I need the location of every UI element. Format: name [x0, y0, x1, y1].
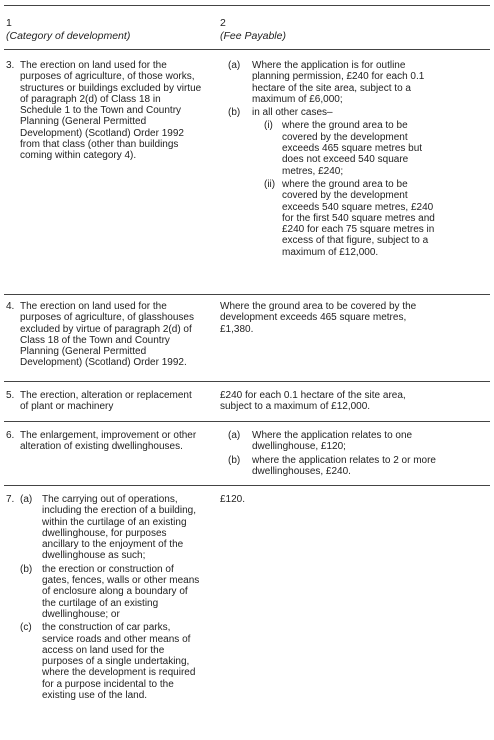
column-1-title: (Category of development) — [6, 30, 131, 42]
category-text: The erection on land used for the purposes of agriculture, of glasshouses excluded by virtue of paragraph 2(d) of Class 18 of the Town and Country Planning (General Permitted Development) (Scotland) Order 1992. — [20, 301, 194, 369]
fee-cell: £240 for each 0.1 hectare of the site area, subject to a maximum of £12,000. — [220, 390, 406, 413]
top-rule — [4, 5, 490, 6]
fee-item-a — [228, 430, 436, 453]
item-label: (a) — [228, 430, 241, 441]
column-1-number: 1 — [6, 17, 12, 29]
row-rule — [4, 294, 490, 295]
category-cell — [6, 60, 202, 162]
row-number: 7. — [6, 494, 15, 505]
row-rule — [4, 485, 490, 486]
fee-item-b — [228, 107, 436, 118]
item-text: The carrying out of operations, including the erection of a building, within the curtilage of an existing dwellinghouse, for purposes ancillary to the enjoyment of the dwellinghouse as such; — [42, 494, 196, 562]
header-rule — [4, 49, 490, 50]
category-text: The erection, alteration or replacement of plant or machinery — [20, 390, 192, 413]
column-2-header — [220, 17, 286, 43]
column-2-number: 2 — [220, 17, 226, 29]
category-text: The enlargement, improvement or other alteration of existing dwellinghouses. — [20, 430, 197, 453]
item-text: the construction of car parks, service roads and other means of access on land used for the purposes of a single undertaking, where the development is required for a purpose incidental to the existing use of the land. — [42, 622, 196, 702]
item-text: where the ground area to be covered by the development exceeds 465 square metres but does not exceed 540 square metres, £240; — [282, 120, 423, 177]
item-text: where the ground area to be covered by the development exceeds 540 square metres, £240 for the first 540 square metres and £240 for each 75 square metres in excess of that figure, subject to a maximum of £12,000. — [282, 178, 435, 258]
category-cell — [6, 301, 202, 369]
category-item-b — [20, 564, 202, 620]
item-label: (ii) — [264, 178, 276, 190]
item-text: the erection or construction of gates, fences, walls or other means of enclosure along a boundary of the curtilage of an existing dwellinghouse; or — [42, 563, 200, 620]
fee-item-i — [258, 120, 436, 176]
item-label: (b) — [228, 107, 241, 119]
fee-cell: £120. — [220, 494, 246, 505]
row-rule — [4, 421, 490, 422]
row-number: 5. — [6, 390, 15, 401]
row-number: 4. — [6, 301, 15, 312]
row-number: 6. — [6, 430, 15, 441]
column-2-title: (Fee Payable) — [220, 30, 286, 42]
item-text: where the application relates to 2 or more dwellinghouses, £240. — [252, 454, 436, 477]
item-text: Where the application is for outline planning permission, £240 for each 0.1 hectare of the site area, subject to a maximum of £6,000; — [252, 60, 425, 105]
category-cell — [6, 494, 202, 703]
category-item-c — [20, 622, 202, 701]
item-text: Where the application relates to one dwellinghouse, £120; — [252, 430, 413, 453]
item-text: in all other cases– — [252, 107, 333, 119]
fee-item-b — [228, 455, 436, 478]
category-cell — [6, 390, 202, 413]
row-rule — [4, 381, 490, 382]
item-label: (i) — [264, 120, 273, 132]
column-1-header — [6, 17, 130, 43]
item-label: (a) — [20, 494, 33, 505]
item-label: (a) — [228, 60, 241, 71]
item-label: (c) — [20, 622, 32, 634]
row-number: 3. — [6, 60, 15, 71]
item-label: (b) — [20, 563, 33, 575]
item-label: (b) — [228, 454, 241, 466]
fee-cell: Where the ground area to be covered by the development exceeds 465 square metres, £1,380. — [220, 301, 417, 335]
category-item-a — [20, 494, 202, 562]
fee-cell — [220, 60, 436, 260]
fee-cell — [220, 430, 436, 479]
category-cell — [6, 430, 202, 453]
fee-item-a — [228, 60, 436, 105]
fee-item-ii — [258, 179, 436, 258]
category-text: The erection on land used for the purposes of agriculture, of those works, structures or buildings excluded by virtue of paragraph 2(d) of Class 18 in Schedule 1 to the Town and Country Planning (General Permitted Development) (Scotland) Order 1992 from that class (other than buildings coming within category 4). — [20, 60, 202, 162]
